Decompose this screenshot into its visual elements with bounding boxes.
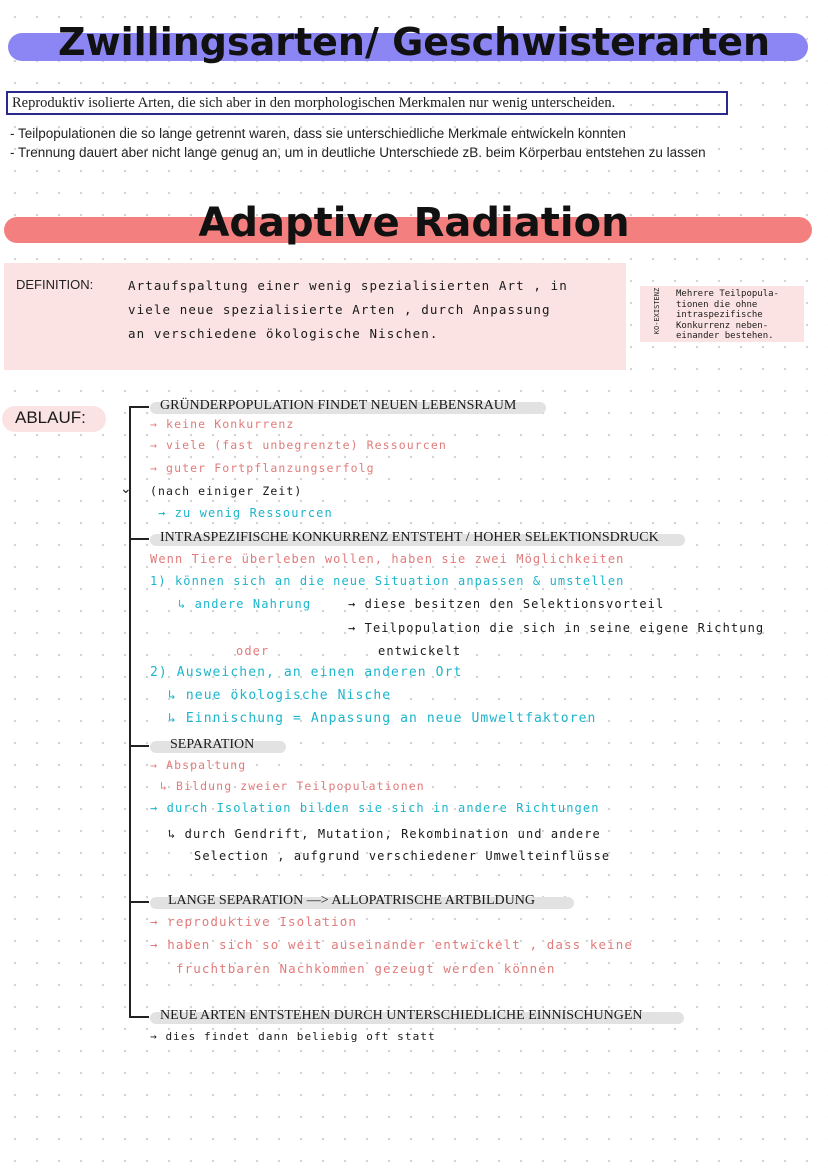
step2-or: oder [236, 644, 270, 658]
step4-line-cont: fruchtbaren Nachkommen gezeugt werden können [176, 961, 556, 976]
step1-transition: (nach einiger Zeit) [150, 484, 303, 498]
step3-detail-cont: Selection , aufgrund verschiedener Umwelteinflüsse [194, 849, 611, 863]
step2-option2-sub: ↳ Einnischung = Anpassung an neue Umweltfaktoren [168, 711, 597, 726]
timeline-arrow-icon: ⌄ [120, 481, 132, 497]
step2-option2-sub: ↳ neue ökologische Nische [168, 688, 392, 703]
step1-heading: GRÜNDERPOPULATION FINDET NEUEN LEBENSRAUM [160, 398, 517, 413]
timeline-tick [131, 901, 149, 903]
step2-result2: → Teilpopulation die sich in seine eigene Richtung [348, 621, 765, 635]
step1-line: → guter Fortpflanzungserfolg [150, 461, 375, 475]
timeline-tick [131, 745, 149, 747]
step4-heading [168, 893, 535, 909]
step1-line: → keine Konkurrenz [150, 417, 295, 431]
side-note-text [676, 289, 779, 342]
step5-line: → dies findet dann beliebig oft statt [150, 1030, 436, 1043]
step4-line: → haben sich so weit auseinander entwickelt , dass keine [150, 937, 634, 952]
side-note-line: einander bestehen. [676, 331, 774, 341]
step2-intro: Wenn Tiere überleben wollen, haben sie zwei Möglichkeiten [150, 552, 625, 566]
side-note-line: Konkurrenz neben- [676, 320, 769, 331]
bullet-2: - Trennung dauert aber nicht lange genug an, um in deutliche Unterschiede zB. beim Körperbau entstehen zu lassen [10, 145, 706, 160]
page-title: Zwillingsarten/ Geschwisterarten [57, 20, 771, 64]
step1-after: → zu wenig Ressourcen [158, 506, 333, 520]
step3-heading: SEPARATION [170, 737, 255, 752]
section-title: Adaptive Radiation [198, 200, 630, 246]
side-note-label: KO-EXISTENZ [653, 287, 661, 335]
timeline-line [129, 406, 131, 1018]
definition-label: DEFINITION: [16, 277, 94, 292]
step3-line: → Abspaltung [150, 758, 247, 772]
step1-line: → viele (fast unbegrenzte) Ressourcen [150, 438, 447, 452]
step2-result2-cont: entwickelt [378, 644, 462, 658]
side-note-line: Mehrere Teilpopula- [676, 289, 779, 299]
step3-line: → durch Isolation bilden sie sich in andere Richtungen [150, 801, 600, 815]
step4-heading-main: LANGE SEPARATION [168, 893, 304, 908]
bullet-1: - Teilpopulationen die so lange getrennt waren, dass sie unterschiedliche Merkmale entwickeln konnten [10, 126, 626, 141]
step3-line: ↳ Bildung zweier Teilpopulationen [160, 779, 425, 793]
definition-box: Reproduktiv isolierte Arten, die sich aber in den morphologischen Merkmalen nur wenig unterscheiden. [6, 91, 728, 115]
step2-result1: → diese besitzen den Selektionsvorteil [348, 597, 665, 611]
ablauf-label: ABLAUF: [15, 408, 86, 427]
step5-heading: NEUE ARTEN ENTSTEHEN DURCH UNTERSCHIEDLICHE EINNISCHUNGEN [160, 1008, 643, 1023]
definition-line-1: Artaufspaltung einer wenig spezialisierten Art , in [128, 278, 568, 293]
step4-heading-suffix: —> ALLOPATRISCHE ARTBILDUNG [306, 893, 535, 908]
step2-option1-sub: ↳ andere Nahrung [178, 597, 312, 611]
side-note-line: tionen die ohne [676, 299, 758, 310]
side-note-line: intraspezifische [676, 310, 763, 320]
step4-line: → reproduktive Isolation [150, 914, 358, 929]
definition-line-3: an verschiedene ökologische Nischen. [128, 326, 439, 341]
step2-heading: INTRASPEZIFISCHE KONKURRENZ ENTSTEHT / HOHER SELEKTIONSDRUCK [160, 530, 659, 545]
step2-option1: 1) können sich an die neue Situation anpassen & umstellen [150, 574, 625, 588]
timeline-tick [131, 538, 149, 540]
step2-option2: 2) Ausweichen, an einen anderen Ort [150, 665, 463, 680]
timeline-tick [131, 406, 149, 408]
step3-detail: ↳ durch Gendrift, Mutation, Rekombination und andere [168, 827, 601, 841]
definition-line-2: viele neue spezialisierte Arten , durch Anpassung [128, 302, 551, 317]
timeline-tick [131, 1016, 149, 1018]
